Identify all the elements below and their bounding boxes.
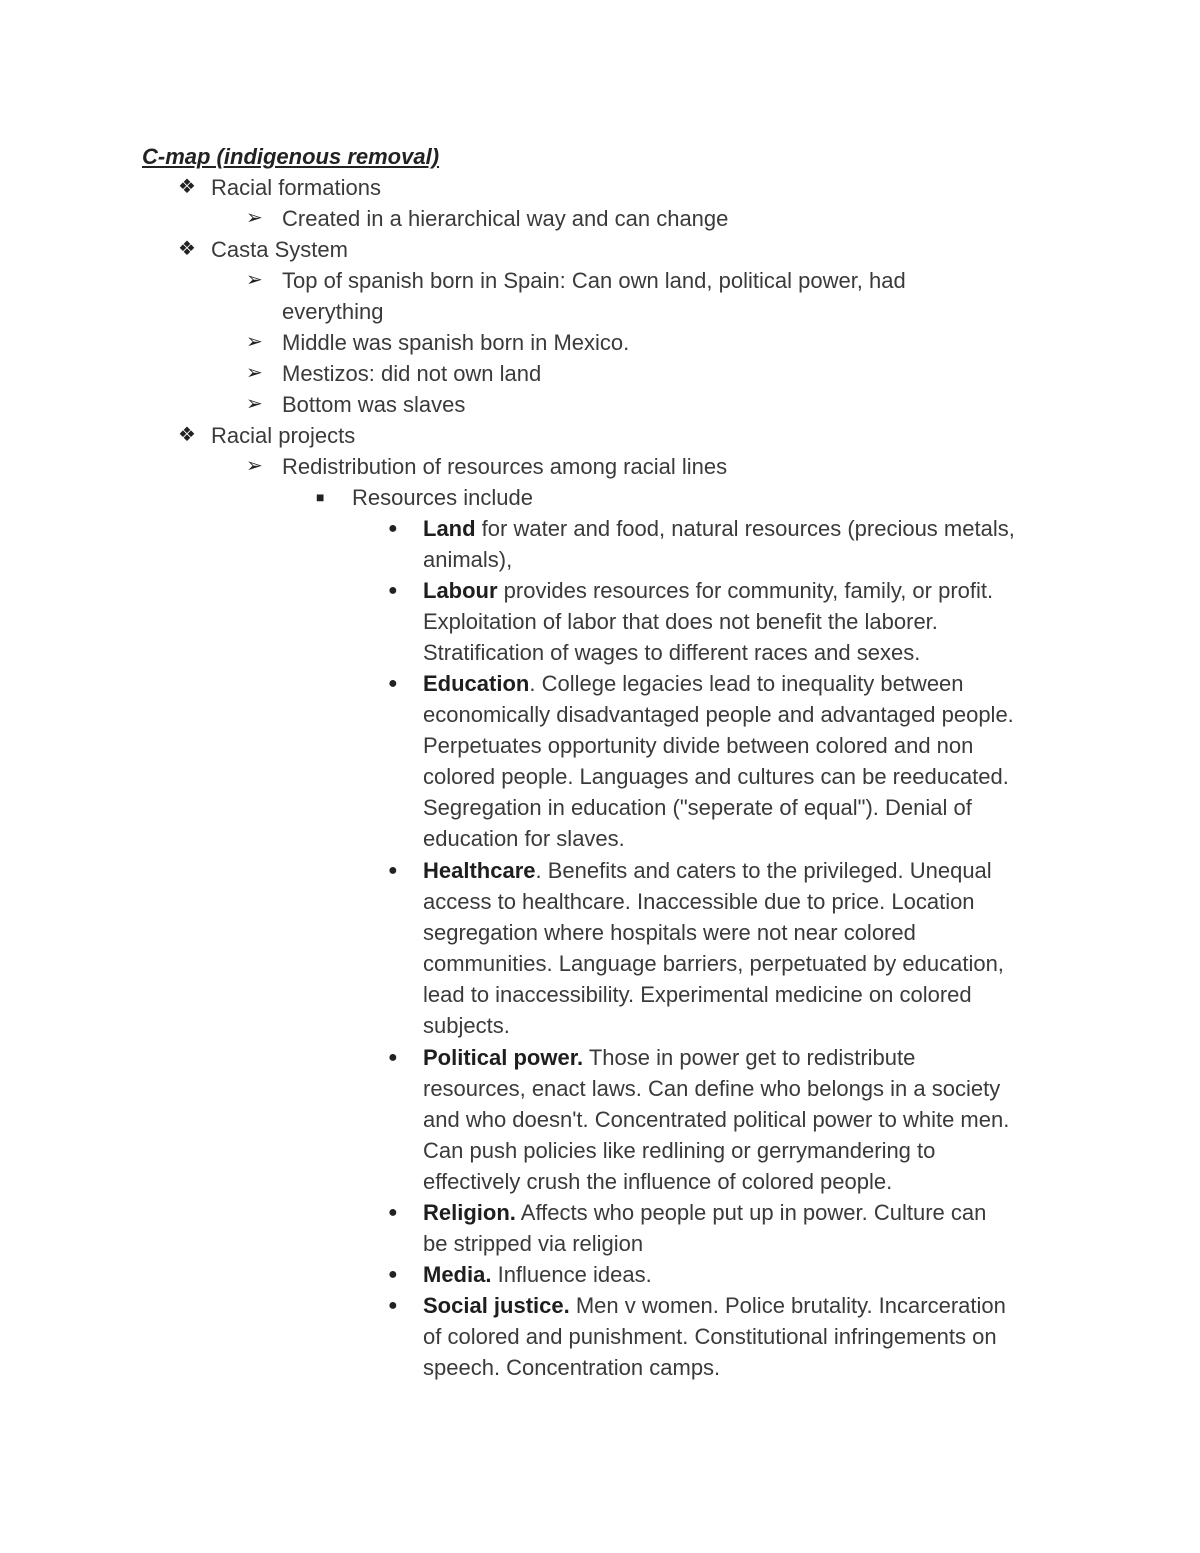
resource-text: economically disadvantaged people and advantaged people. xyxy=(423,702,1014,727)
arrow-bullet-icon: ➢ xyxy=(246,362,263,384)
arrow-bullet-icon: ➢ xyxy=(246,393,263,415)
resource-text: Segregation in education ("seperate of equal"). Denial of xyxy=(423,795,972,820)
list-item-text: Mestizos: did not own land xyxy=(282,361,542,386)
resource-text: Exploitation of labor that does not benefit the laborer. xyxy=(423,609,938,634)
resource-text: Perpetuates opportunity divide between colored and non xyxy=(423,733,974,758)
resource-text: Can push policies like redlining or gerrymandering to xyxy=(423,1138,936,1163)
resource-text: be stripped via religion xyxy=(423,1231,644,1256)
resource-text: Education. College legacies lead to inequality between xyxy=(423,671,964,696)
resource-text: of colored and punishment. Constitutional infringements on xyxy=(423,1324,997,1349)
resource-text: resources, enact laws. Can define who belongs in a society xyxy=(423,1076,1001,1101)
resource-text: speech. Concentration camps. xyxy=(423,1355,721,1380)
resource-text: Stratification of wages to different races and sexes. xyxy=(423,640,921,665)
section-heading: Racial formations xyxy=(211,175,381,200)
resource-text: Social justice. Men v women. Police brutality. Incarceration xyxy=(423,1293,1006,1318)
resource-term: Education xyxy=(423,671,530,696)
resource-term: Land xyxy=(423,516,476,541)
resource-text: Healthcare. Benefits and caters to the privileged. Unequal xyxy=(423,858,992,883)
dot-bullet-icon: ● xyxy=(388,1049,398,1066)
diamond-bullet-icon: ❖ xyxy=(178,238,196,260)
resource-text: colored people. Languages and cultures can be reeducated. xyxy=(423,764,1009,789)
resource-text: communities. Language barriers, perpetuated by education, xyxy=(423,951,1004,976)
resource-term: Labour xyxy=(423,578,498,603)
dot-bullet-icon: ● xyxy=(388,862,398,879)
list-item-text: Top of spanish born in Spain: Can own land, political power, had xyxy=(282,268,906,293)
resource-text: subjects. xyxy=(423,1013,510,1038)
resource-text: effectively crush the influence of colored people. xyxy=(423,1169,893,1194)
resource-text: Labour provides resources for community, family, or profit. xyxy=(423,578,994,603)
arrow-bullet-icon: ➢ xyxy=(246,331,263,353)
resource-text: segregation where hospitals were not near colored xyxy=(423,920,916,945)
resource-text: animals), xyxy=(423,547,513,572)
resource-term: Religion. xyxy=(423,1200,516,1225)
arrow-bullet-icon: ➢ xyxy=(246,455,263,477)
resource-text: education for slaves. xyxy=(423,826,625,851)
list-item-text: Bottom was slaves xyxy=(282,392,466,417)
resource-term: Political power. xyxy=(423,1045,584,1070)
list-item-text: everything xyxy=(282,299,384,324)
resource-text: Political power. Those in power get to redistribute xyxy=(423,1045,916,1070)
dot-bullet-icon: ● xyxy=(388,675,398,692)
resource-text: Religion. Affects who people put up in power. Culture can xyxy=(423,1200,987,1225)
diamond-bullet-icon: ❖ xyxy=(178,424,196,446)
resource-term: Healthcare xyxy=(423,858,536,883)
dot-bullet-icon: ● xyxy=(388,520,398,537)
square-bullet-icon: ■ xyxy=(316,489,325,505)
list-item-text: Created in a hierarchical way and can change xyxy=(282,206,729,231)
dot-bullet-icon: ● xyxy=(388,582,398,599)
section-heading: Casta System xyxy=(211,237,348,262)
resource-text: lead to inaccessibility. Experimental medicine on colored xyxy=(423,982,972,1007)
diamond-bullet-icon: ❖ xyxy=(178,176,196,198)
dot-bullet-icon: ● xyxy=(388,1204,398,1221)
page-title: C-map (indigenous removal) xyxy=(142,144,440,169)
resource-text: Media. Influence ideas. xyxy=(423,1262,652,1287)
resource-term: Social justice. xyxy=(423,1293,570,1318)
dot-bullet-icon: ● xyxy=(388,1266,398,1283)
arrow-bullet-icon: ➢ xyxy=(246,269,263,291)
resource-text: and who doesn't. Concentrated political power to white men. xyxy=(423,1107,1010,1132)
section-heading: Racial projects xyxy=(211,423,356,448)
dot-bullet-icon: ● xyxy=(388,1297,398,1314)
resource-text: access to healthcare. Inaccessible due to price. Location xyxy=(423,889,975,914)
list-item-text: Redistribution of resources among racial lines xyxy=(282,454,728,479)
resource-text: Land for water and food, natural resources (precious metals, xyxy=(423,516,1015,541)
arrow-bullet-icon: ➢ xyxy=(246,207,263,229)
list-item-text: Resources include xyxy=(352,485,533,510)
resource-term: Media. xyxy=(423,1262,492,1287)
list-item-text: Middle was spanish born in Mexico. xyxy=(282,330,630,355)
